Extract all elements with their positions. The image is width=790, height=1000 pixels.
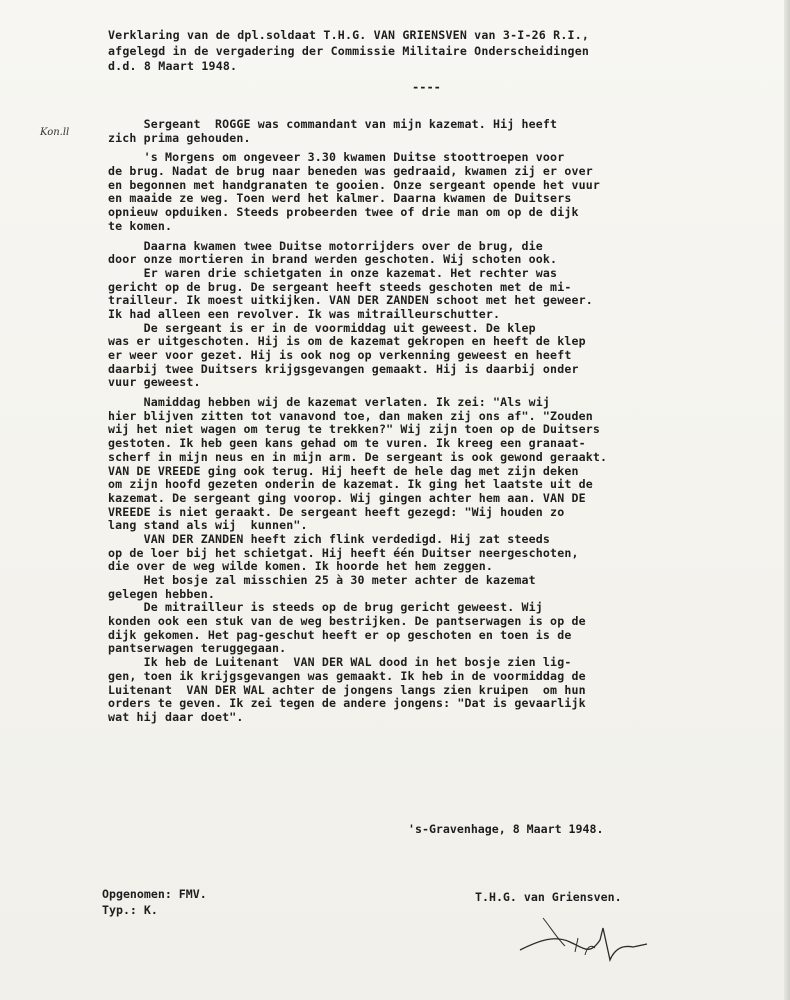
- body-line: Luitenant VAN DER WAL achter de jongens langs zien kruipen om hun: [108, 682, 586, 697]
- body-line: om zijn hoofd gezeten onderin de kazemat. Ik ging het laatste uit de: [108, 477, 593, 492]
- body-line: was er uitgeschoten. Hij is om de kazemat gekropen en heeft de klep: [108, 334, 586, 349]
- body-line: gen, toen ik krijgsgevangen was gemaakt. Ik heb in de voormiddag de: [108, 668, 586, 683]
- body-line: VAN DER ZANDEN heeft zich flink verdedigd. Hij zat steeds: [108, 531, 551, 546]
- body-line: door onze mortieren in brand werden geschoten. Wij schoten ook.: [108, 252, 558, 267]
- body-line: De sergeant is er in de voormiddag uit geweest. De klep: [108, 320, 536, 335]
- body-line: de brug. Nadat de brug naar beneden was gedraaid, kwamen zij er over: [108, 164, 593, 179]
- body-line: op de loer bij het schietgat. Hij heeft één Duitser neergeschoten,: [108, 545, 579, 560]
- body-line: trailleur. Ik moest uitkijken. VAN DER ZANDEN schoot met het geweer.: [108, 293, 593, 308]
- body-line: De mitrailleur is steeds op de brug gericht geweest. Wij: [108, 600, 543, 615]
- recorded-by: Opgenomen: FMV.: [102, 887, 207, 901]
- typed-by: Typ.: K.: [102, 903, 158, 917]
- body-line: lang stand als wij kunnen".: [108, 518, 308, 533]
- body-line: dijk gekomen. Het pag-geschut heeft er op geschoten en toen is de: [108, 627, 572, 642]
- body-line: hier blijven zitten tot vanavond toe, dan maken zij ons af". "Zouden: [108, 408, 593, 423]
- body-line: vuur geweest.: [108, 375, 201, 390]
- body-line: opnieuw opduiken. Steeds probeerden twee of drie man om op de dijk: [108, 205, 579, 220]
- handwritten-margin-note: Kon.ll: [40, 127, 70, 138]
- declaration-header: [108, 28, 748, 75]
- declaration-body: [108, 118, 748, 725]
- body-line: en maaide ze weg. Toen werd het kalmer. Daarna kwamen de Duitsers: [108, 191, 572, 206]
- header-line: d.d. 8 Maart 1948.: [108, 59, 238, 73]
- body-line: daarbij twee Duitsers krijgsgevangen gemaakt. Hij is daarbij onder: [108, 361, 579, 376]
- handwritten-signature: [515, 900, 655, 975]
- body-line: Er waren drie schietgaten in onze kazemat. Het rechter was: [108, 265, 558, 280]
- body-line: VAN DE VREEDE ging ook terug. Hij heeft de hele dag met zijn deken: [108, 463, 579, 478]
- page-edge: [784, 0, 790, 1000]
- body-line: konden ook een stuk van de weg bestrijken. De pantserwagen is op de: [108, 614, 586, 629]
- body-line: orders te geven. Ik zei tegen de andere jongens: "Dat is gevaarlijk: [108, 696, 586, 711]
- body-line: gelegen hebben.: [108, 586, 215, 601]
- body-line: 's Morgens om ongeveer 3.30 kwamen Duitse stoottroepen voor: [108, 150, 565, 165]
- body-line: te komen.: [108, 218, 173, 233]
- body-line: er weer voor gezet. Hij is ook nog op verkenning geweest en heeft: [108, 348, 572, 362]
- place-and-date: 's-Gravenhage, 8 Maart 1948.: [408, 822, 604, 836]
- body-line: en begonnen met handgranaten te gooien. Onze sergeant opende het vuur: [108, 177, 600, 192]
- header-line: Verklaring van de dpl.soldaat T.H.G. VAN GRIENSVEN van 3-I-26 R.I.,: [108, 28, 590, 42]
- body-line: VREEDE is niet geraakt. De sergeant heeft gezegd: "Wij houden zo: [108, 504, 565, 519]
- body-line: wat hij daar doet".: [108, 709, 244, 724]
- declarant-name: T.H.G. van Griensven.: [475, 890, 622, 904]
- header-line: afgelegd in de vergadering der Commissie Militaire Onderscheidingen: [108, 43, 590, 58]
- body-line: Daarna kwamen twee Duitse motorrijders over de brug, die: [108, 238, 543, 253]
- body-line: kazemat. De sergeant ging voorop. Wij gingen achter hem aan. VAN DE: [108, 490, 586, 505]
- body-line: gestoten. Ik heb geen kans gehad om te vuren. Ik kreeg een granaat-: [108, 436, 586, 451]
- body-line: Sergeant ROGGE was commandant van mijn kazemat. Hij heeft: [108, 117, 558, 131]
- body-line: Namiddag hebben wij de kazemat verlaten. Ik zei: "Als wij: [108, 395, 551, 410]
- typist-block: [102, 886, 207, 918]
- body-line: die over de weg wilde komen. Ik hoorde het hem zeggen.: [108, 559, 494, 574]
- body-line: zich prima gehouden.: [108, 130, 251, 145]
- body-line: Ik had alleen een revolver. Ik was mitrailleurschutter.: [108, 306, 501, 321]
- body-line: gericht op de brug. De sergeant heeft steeds geschoten met de mi-: [108, 279, 572, 294]
- body-line: scherf in mijn neus en in mijn arm. De sergeant is ook gewond geraakt.: [108, 449, 608, 464]
- header-separator: ----: [412, 80, 441, 94]
- body-line: pantserwagen teruggegaan.: [108, 641, 287, 656]
- body-line: Ik heb de Luitenant VAN DER WAL dood in het bosje zien lig-: [108, 655, 572, 670]
- body-line: wij het niet wagen om terug te trekken?" Wij zijn toen op de Duitsers: [108, 422, 600, 437]
- body-line: Het bosje zal misschien 25 à 30 meter achter de kazemat: [108, 573, 536, 587]
